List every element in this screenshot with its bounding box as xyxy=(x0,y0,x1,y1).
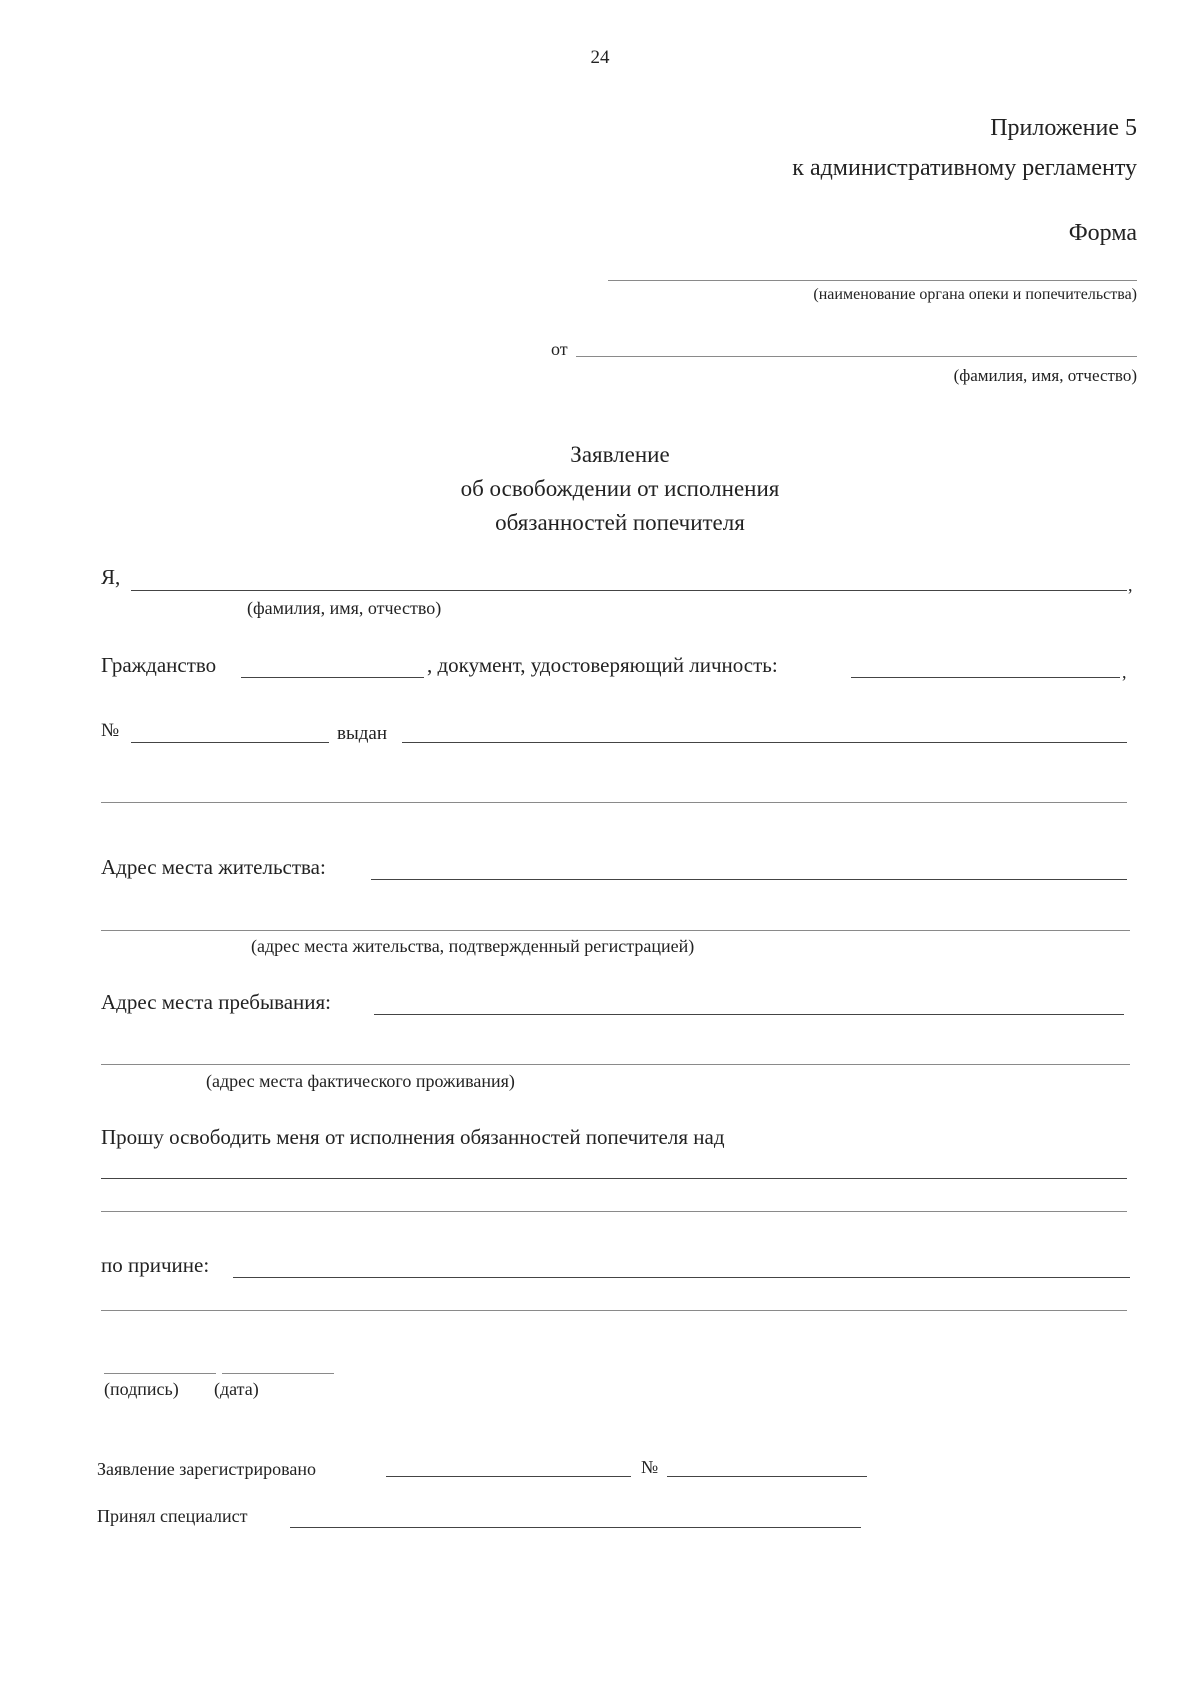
stay-address-field-continued[interactable] xyxy=(101,1064,1130,1065)
date-field[interactable] xyxy=(222,1373,334,1374)
request-text: Прошу освободить меня от исполнения обязанностей попечителя над xyxy=(101,1125,725,1149)
i-trailing-comma: , xyxy=(1128,575,1133,595)
appendix-reference: к административному регламенту xyxy=(792,155,1137,181)
issued-by-field[interactable] xyxy=(402,742,1127,743)
document-subtitle-line1: об освобождении от исполнения xyxy=(460,476,780,501)
issued-by-field-continued[interactable] xyxy=(101,802,1127,803)
stay-address-label: Адрес места пребывания: xyxy=(101,990,332,1014)
organ-name-caption: (наименование органа опеки и попечительства) xyxy=(813,286,1137,303)
accepted-by-field[interactable] xyxy=(290,1527,861,1528)
registration-number-field[interactable] xyxy=(667,1476,867,1477)
issued-label: выдан xyxy=(337,723,388,744)
document-subtitle-line2: обязанностей попечителя xyxy=(495,510,745,535)
identity-document-field[interactable] xyxy=(851,677,1120,678)
document-trailing-comma: , xyxy=(1122,662,1127,682)
applicant-name-field[interactable] xyxy=(131,590,1127,591)
appendix-title: Приложение 5 xyxy=(990,115,1137,141)
document-number-label: № xyxy=(101,720,120,741)
page-number: 24 xyxy=(590,47,610,68)
document-title: Заявление xyxy=(570,442,670,467)
residence-address-field-continued[interactable] xyxy=(101,930,1130,931)
reason-field-continued[interactable] xyxy=(101,1310,1127,1311)
reason-label: по причине: xyxy=(101,1253,210,1277)
organ-name-field[interactable] xyxy=(608,280,1137,281)
citizenship-label: Гражданство xyxy=(101,653,217,677)
ward-name-field-continued[interactable] xyxy=(101,1211,1127,1212)
residence-address-field[interactable] xyxy=(371,879,1127,880)
from-name-caption: (фамилия, имя, отчество) xyxy=(953,366,1137,385)
ward-name-field[interactable] xyxy=(101,1178,1127,1179)
reason-field[interactable] xyxy=(233,1277,1130,1278)
document-label: , документ, удостоверяющий личность: xyxy=(427,653,778,677)
document-number-field[interactable] xyxy=(131,742,329,743)
accepted-by-label: Принял специалист xyxy=(97,1506,248,1526)
residence-address-caption: (адрес места жительства, подтвержденный регистрацией) xyxy=(251,936,695,956)
signature-caption: (подпись) xyxy=(104,1379,179,1399)
registered-label: Заявление зарегистрировано xyxy=(97,1459,316,1479)
from-label: от xyxy=(551,339,568,359)
date-caption: (дата) xyxy=(214,1379,259,1399)
citizenship-field[interactable] xyxy=(241,677,424,678)
applicant-name-caption: (фамилия, имя, отчество) xyxy=(247,598,442,618)
signature-field[interactable] xyxy=(104,1373,216,1374)
registration-date-field[interactable] xyxy=(386,1476,631,1477)
from-name-field[interactable] xyxy=(576,356,1137,357)
residence-address-label: Адрес места жительства: xyxy=(101,855,326,879)
form-label: Форма xyxy=(1068,220,1137,246)
registration-number-label: № xyxy=(641,1457,659,1477)
i-label: Я, xyxy=(101,565,121,589)
stay-address-field[interactable] xyxy=(374,1014,1124,1015)
stay-address-caption: (адрес места фактического проживания) xyxy=(206,1071,515,1091)
